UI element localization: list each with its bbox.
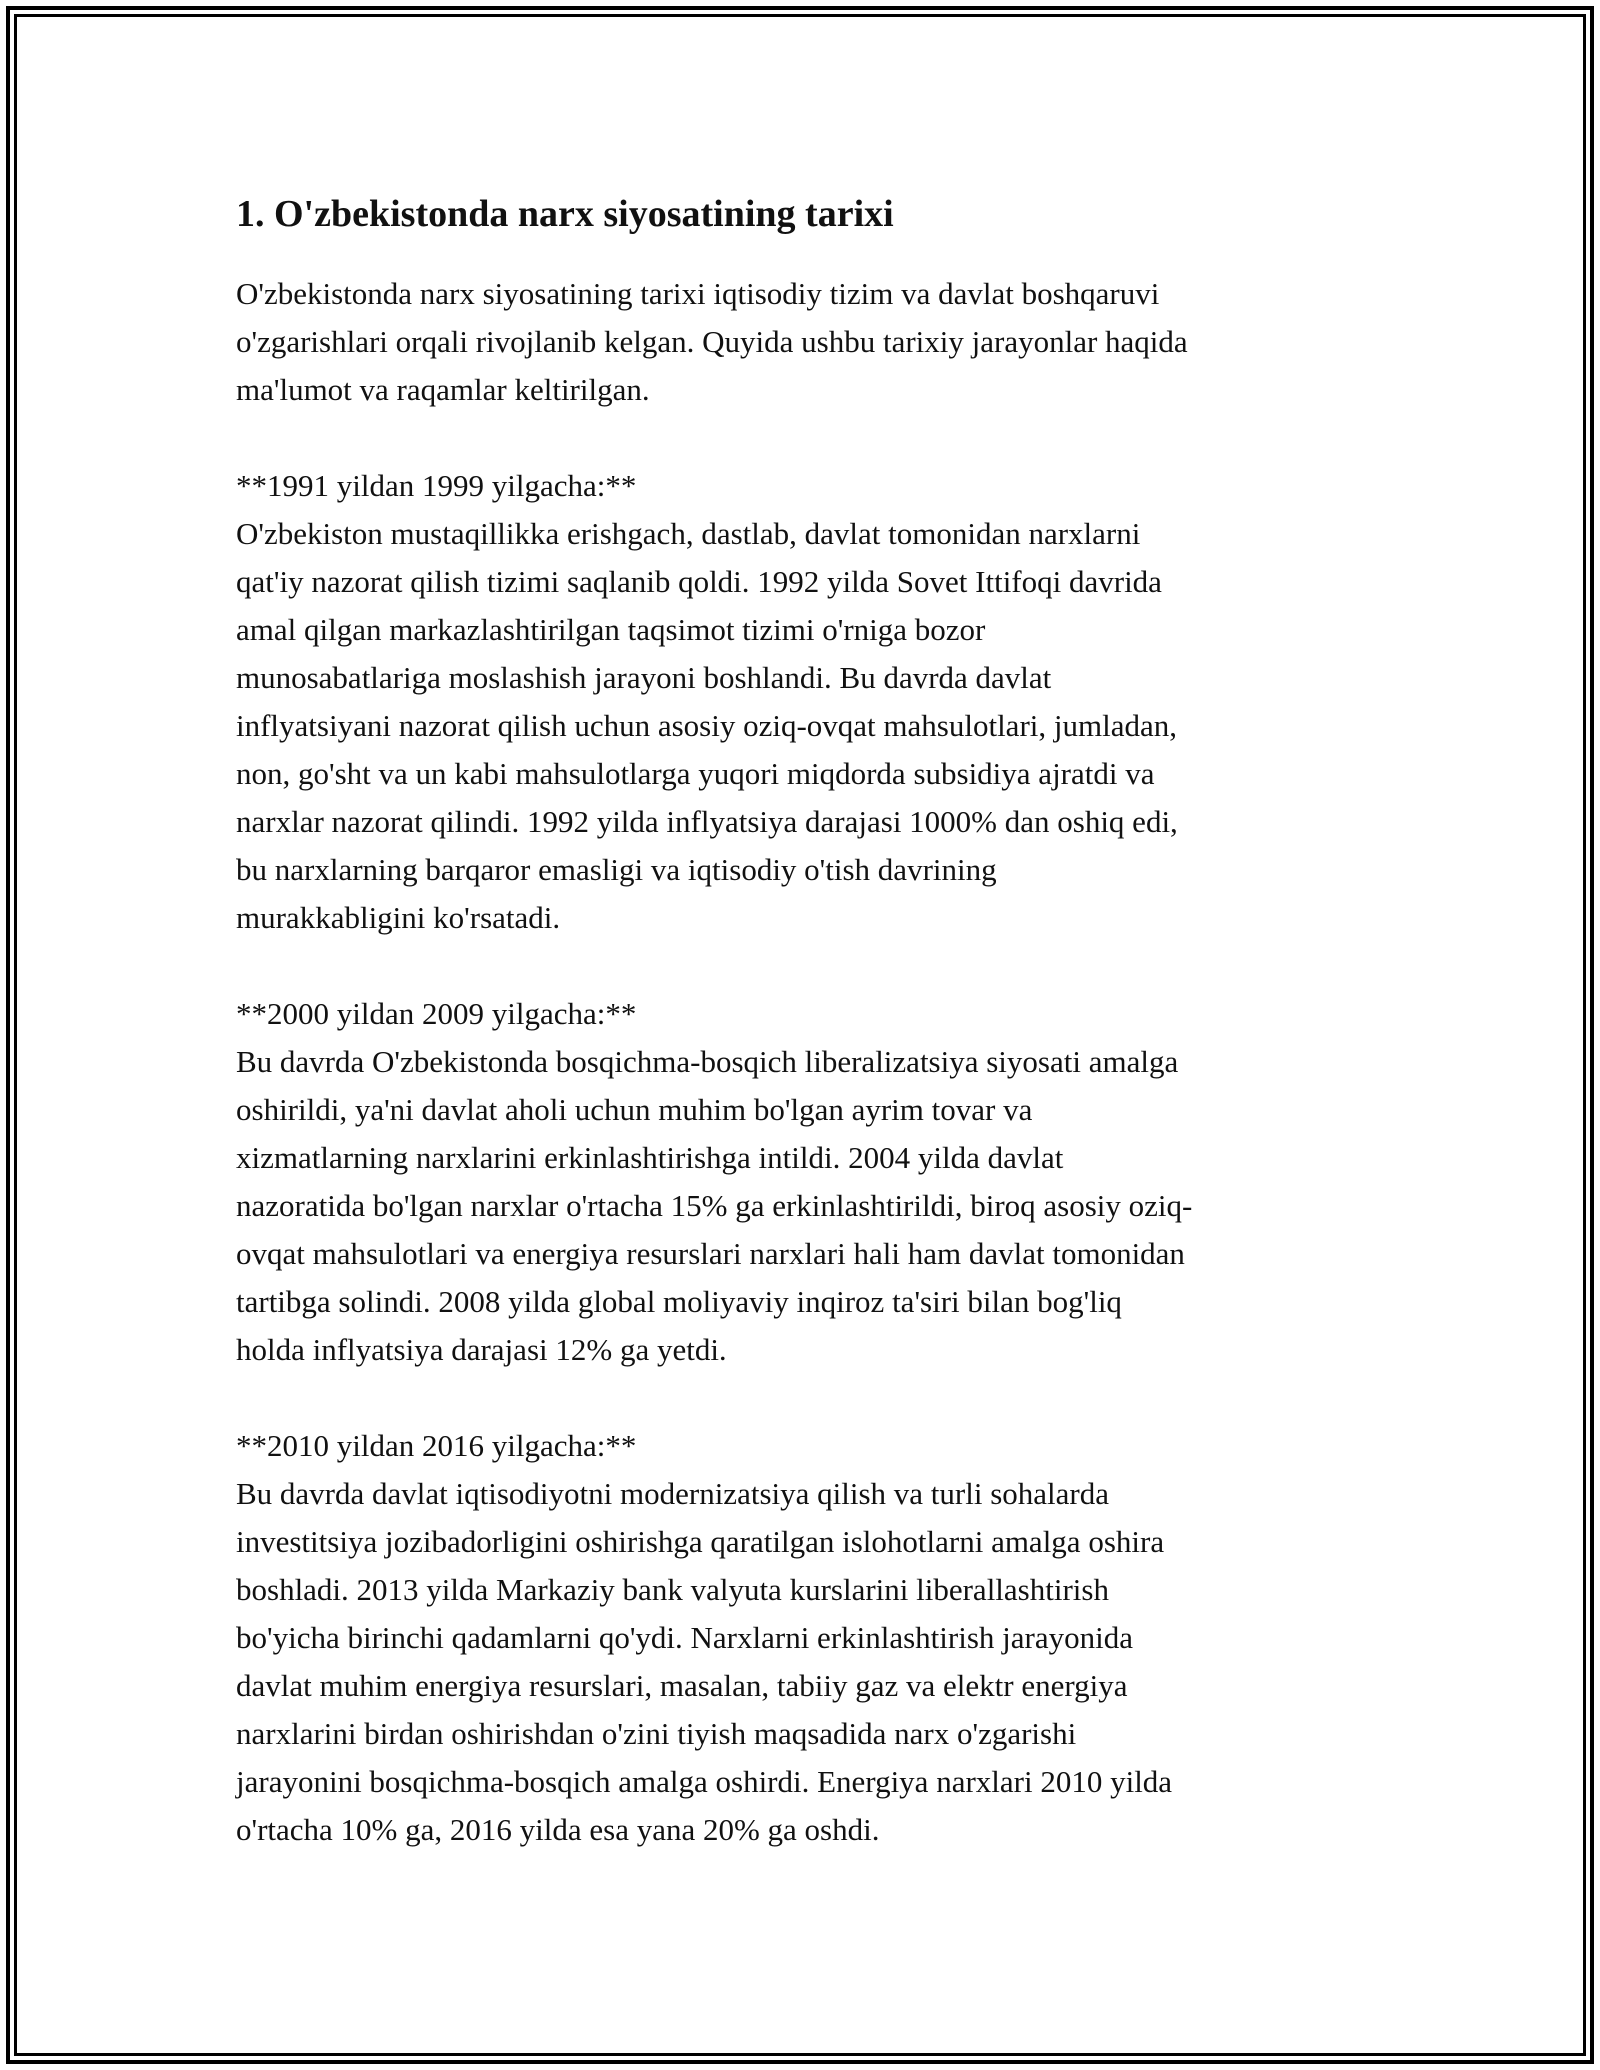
section-2000-2009 <box>236 990 1386 1374</box>
section-heading: **2010 yildan 2016 yilgacha:** <box>236 1428 637 1463</box>
section-2010-2016 <box>236 1422 1386 1854</box>
section-body: Bu davrda O'zbekistonda bosqichma-bosqich liberalizatsiya siyosati amalga oshirildi, ya'ni davlat aholi uchun muhim bo'lgan ayrim tovar va xizmatlarning narxlarini erkinlashtirishga intildi. 2004 yilda davlat nazoratida bo'lgan narxlar o'rtacha 15% ga erkinlashtirildi, biroq asosiy oziq- ovqat mahsulotlari va energiya resurslari narxlari hali ham davlat tomonidan tartibga solindi. 2008 yilda global moliyaviy inqiroz ta'siri bilan bog'liq holda inflyatsiya darajasi 12% ga yetdi. <box>236 1044 1193 1367</box>
section-heading: **2000 yildan 2009 yilgacha:** <box>236 996 637 1031</box>
section-1991-1999 <box>236 462 1386 942</box>
intro-paragraph: O'zbekistonda narx siyosatining tarixi iqtisodiy tizim va davlat boshqaruvi o'zgarishlari orqali rivojlanib kelgan. Quyida ushbu tarixiy jarayonlar haqida ma'lumot va raqamlar keltirilgan. <box>236 276 1188 407</box>
document-body <box>236 186 1386 1854</box>
section-heading: **1991 yildan 1999 yilgacha:** <box>236 468 637 503</box>
document-title: 1. O'zbekistonda narx siyosatining tarixi <box>236 193 894 235</box>
section-body: Bu davrda davlat iqtisodiyotni modernizatsiya qilish va turli sohalarda investitsiya jozibadorligini oshirishga qaratilgan islohotlarni amalga oshira boshladi. 2013 yilda Markaziy bank valyuta kurslarini liberallashtirish bo'yicha birinchi qadamlarni qo'ydi. Narxlarni erkinlashtirish jarayonida davlat muhim energiya resurslari, masalan, tabiiy gaz va elektr energiya narxlarini birdan oshirishdan o'zini tiyish maqsadida narx o'zgarishi jarayonini bosqichma-bosqich amalga oshirdi. Energiya narxlari 2010 yilda o'rtacha 10% ga, 2016 yilda esa yana 20% ga oshdi. <box>236 1476 1173 1847</box>
section-body: O'zbekiston mustaqillikka erishgach, dastlab, davlat tomonidan narxlarni qat'iy nazorat qilish tizimi saqlanib qoldi. 1992 yilda Sovet Ittifoqi davrida amal qilgan markazlashtirilgan taqsimot tizimi o'rniga bozor munosabatlariga moslashish jarayoni boshlandi. Bu davrda davlat inflyatsiyani nazorat qilish uchun asosiy oziq-ovqat mahsulotlari, jumladan, non, go'sht va un kabi mahsulotlarga yuqori miqdorda subsidiya ajratdi va narxlar nazorat qilindi. 1992 yilda inflyatsiya darajasi 1000% dan oshiq edi, bu narxlarning barqaror emasligi va iqtisodiy o'tish davrining murakkabligini ko'rsatadi. <box>236 516 1178 935</box>
